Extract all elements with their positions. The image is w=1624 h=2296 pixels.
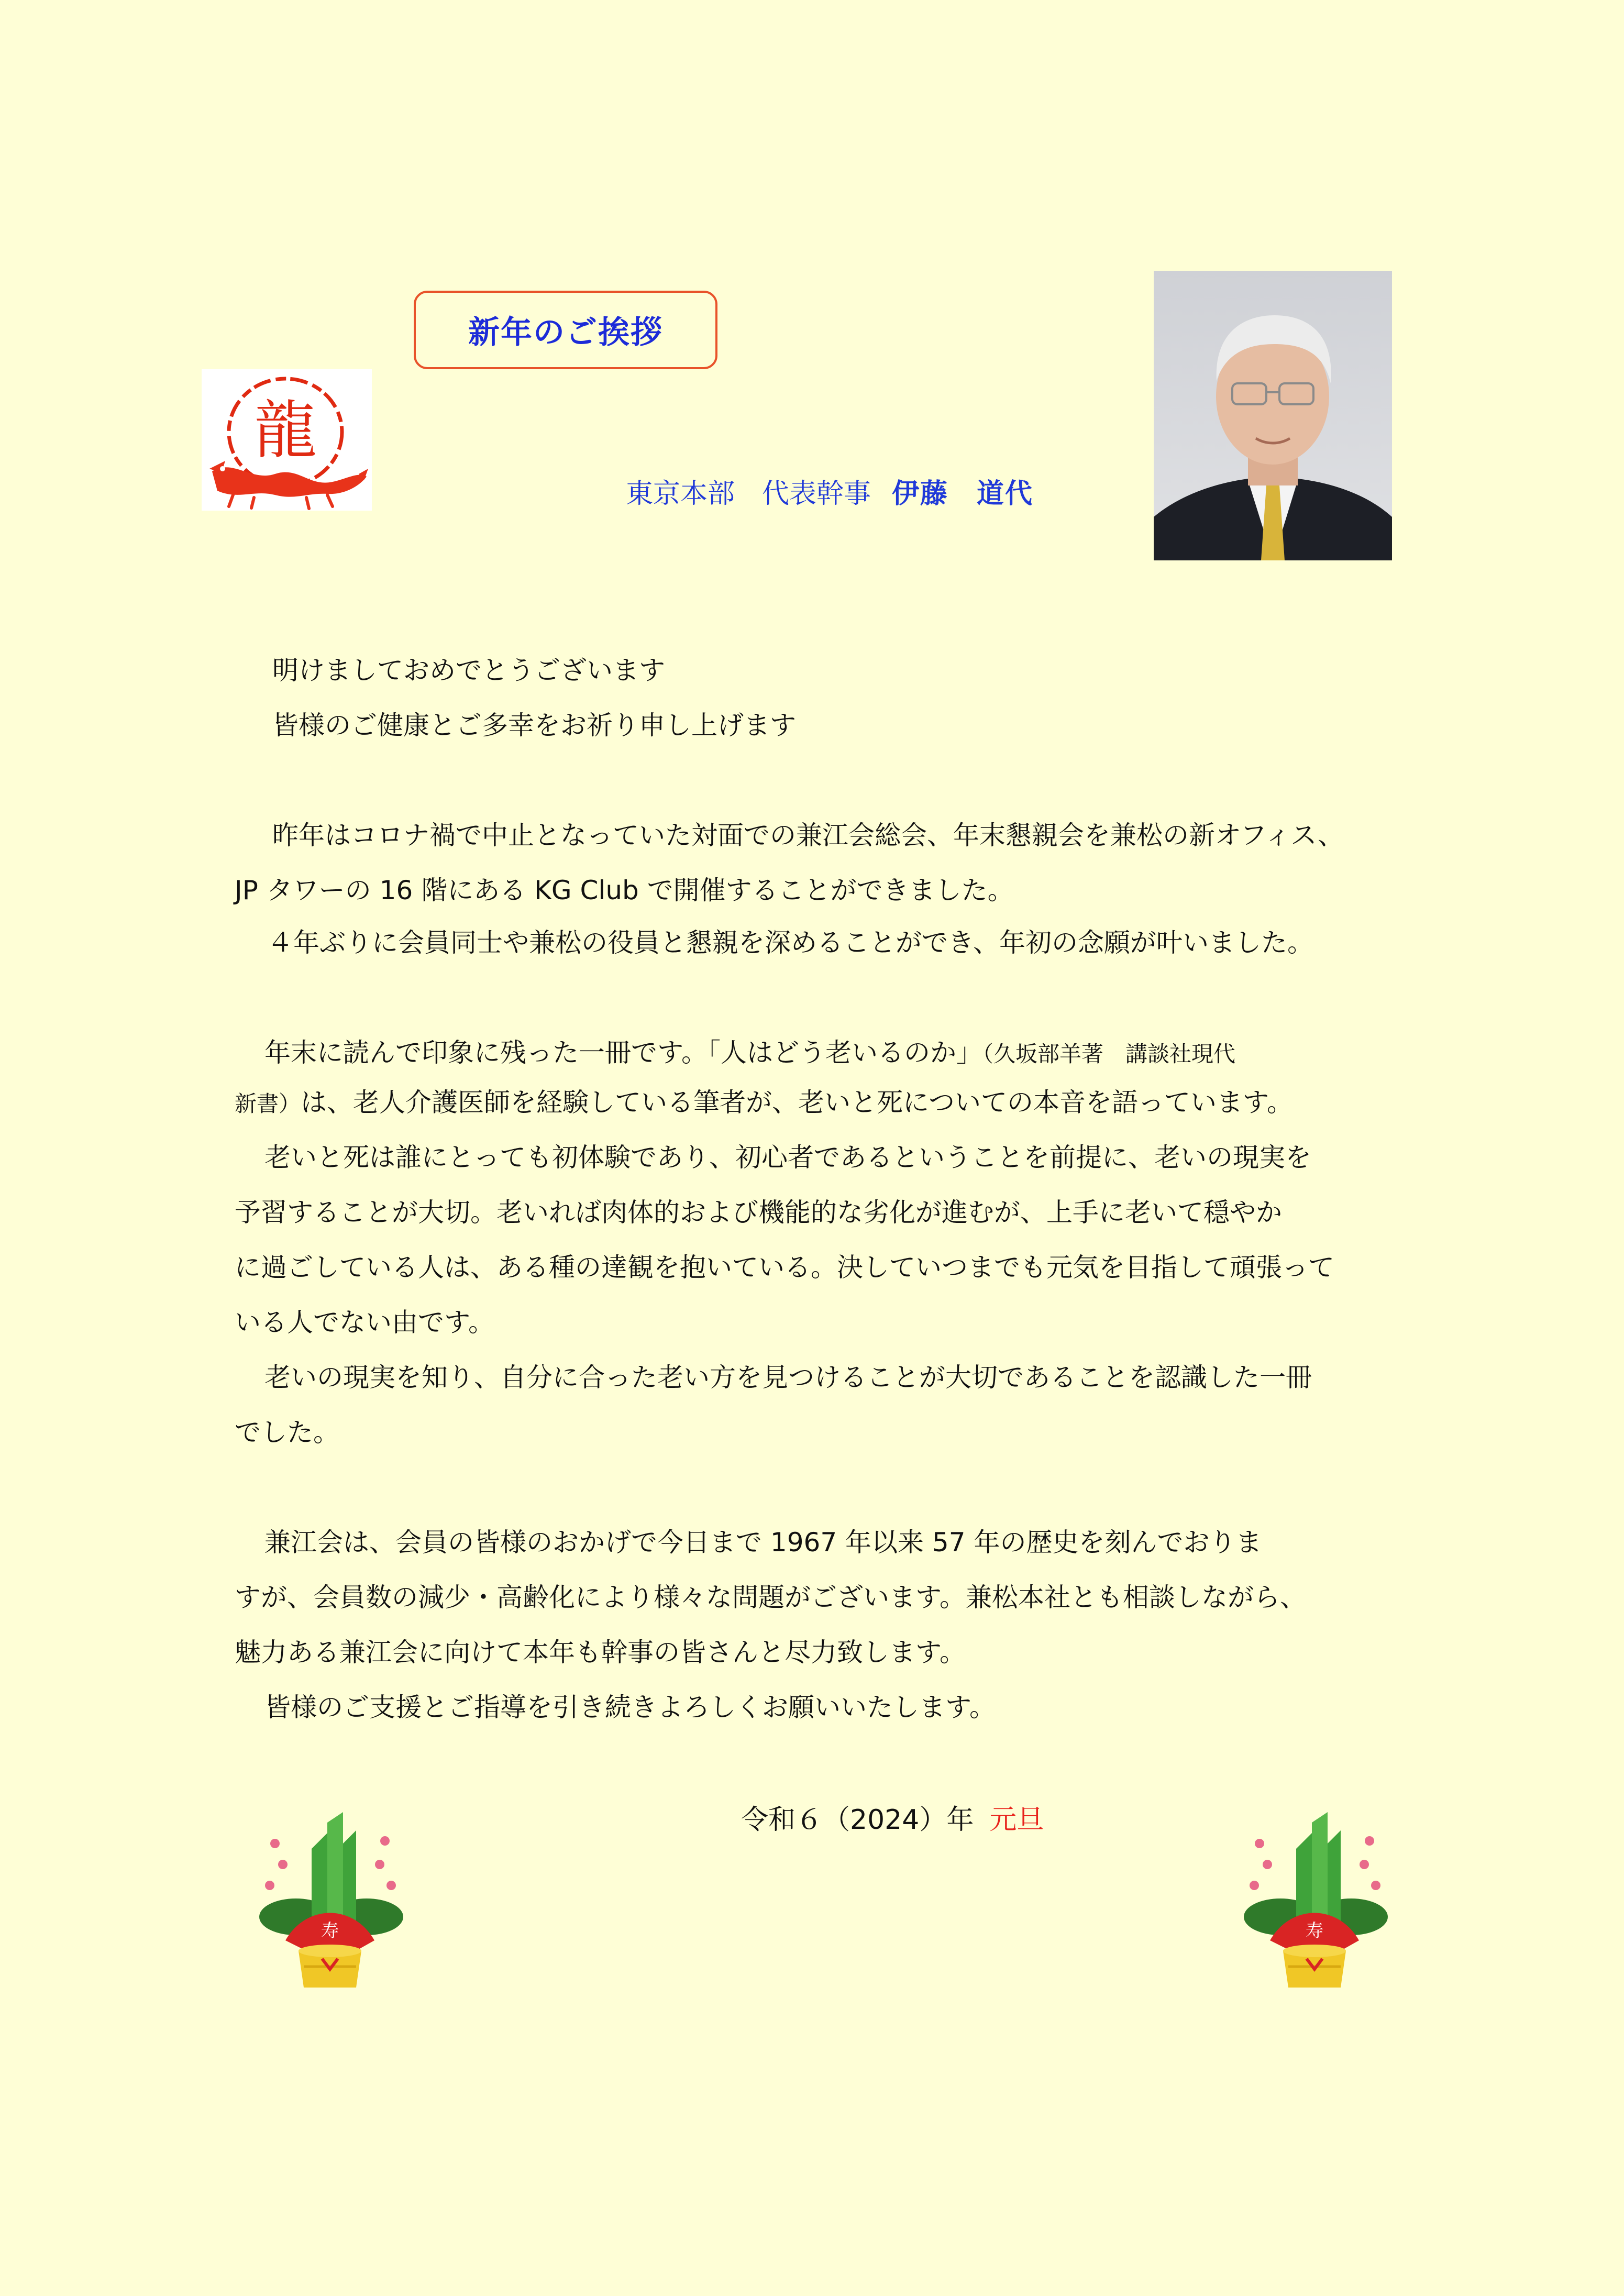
greeting-line: 皆様のご健康とご多幸をお祈り申し上げます: [272, 710, 796, 741]
paragraph-line: 魅力ある兼江会に向けて本年も幹事の皆さんと尽力致します。: [235, 1637, 966, 1668]
paragraph-line: [264, 1034, 1235, 1073]
kadomatsu-left-image: [254, 1812, 406, 1990]
greeting-line: 明けましておめでとうございます: [272, 655, 665, 686]
date-suffix: 元旦: [989, 1804, 1044, 1836]
heading-box: [414, 291, 717, 369]
page-title: 新年のご挨拶: [468, 314, 663, 351]
paragraph-line: JP タワーの 16 階にある KG Club で開催することができました。: [235, 875, 1014, 906]
dragon-seal-image: [202, 369, 372, 511]
author-organization: 東京本部 代表幹事: [626, 478, 871, 510]
seal-character: 龍: [254, 394, 317, 467]
date-text: 令和６（2024）年: [741, 1804, 974, 1836]
book-citation-end: 新書）: [235, 1091, 301, 1117]
book-summary: は、老人介護医師を経験している筆者が、老いと死についての本音を語っています。: [301, 1087, 1294, 1118]
paragraph-line: に過ごしている人は、ある種の達観を抱いている。決していつまでも元気を目指して頑張って: [235, 1252, 1334, 1283]
paragraph-line: 予習することが大切。老いれば肉体的および機能的な劣化が進むが、上手に老いて穏やか: [235, 1197, 1282, 1228]
fan-character: 寿: [1306, 1920, 1323, 1941]
fan-character: 寿: [321, 1920, 339, 1941]
paragraph-line: 老いの現実を知り、自分に合った老い方を見つけることが大切であることを認識した一冊: [264, 1362, 1312, 1393]
paragraph-line: 兼江会は、会員の皆様のおかげで今日まで 1967 年以来 57 年の歴史を刻んでおりま: [264, 1527, 1262, 1558]
paragraph-line: すが、会員数の減少・高齢化により様々な問題がございます。兼松本社とも相談しながら、: [235, 1582, 1306, 1613]
book-intro: 年末に読んで印象に残った一冊です。「人はどう老いるのか」: [264, 1037, 982, 1068]
author-name: 伊藤 道代: [892, 478, 1034, 510]
paragraph-line: でした。: [235, 1417, 339, 1448]
date-line: [741, 1797, 1044, 1837]
paragraph-line: 皆様のご支援とご指導を引き続きよろしくお願いいたします。: [264, 1692, 996, 1723]
book-citation: （久坂部羊著 講談社現代: [982, 1041, 1236, 1067]
paragraph-line: 老いと死は誰にとっても初体験であり、初心者であるということを前提に、老いの現実を: [264, 1142, 1311, 1173]
author-line: [626, 471, 1033, 511]
kadomatsu-right-image: [1239, 1812, 1390, 1990]
paragraph-line: ４年ぶりに会員同士や兼松の役員と懇親を深めることができ、年初の念願が叶いました。: [267, 928, 1313, 958]
author-portrait-photo: [1154, 271, 1392, 560]
paragraph-line: いる人でない由です。: [235, 1307, 494, 1338]
paragraph-line: 昨年はコロナ禍で中止となっていた対面での兼江会総会、年末懇親会を兼松の新オフィス、: [272, 820, 1344, 851]
paragraph-line: [235, 1084, 1293, 1122]
